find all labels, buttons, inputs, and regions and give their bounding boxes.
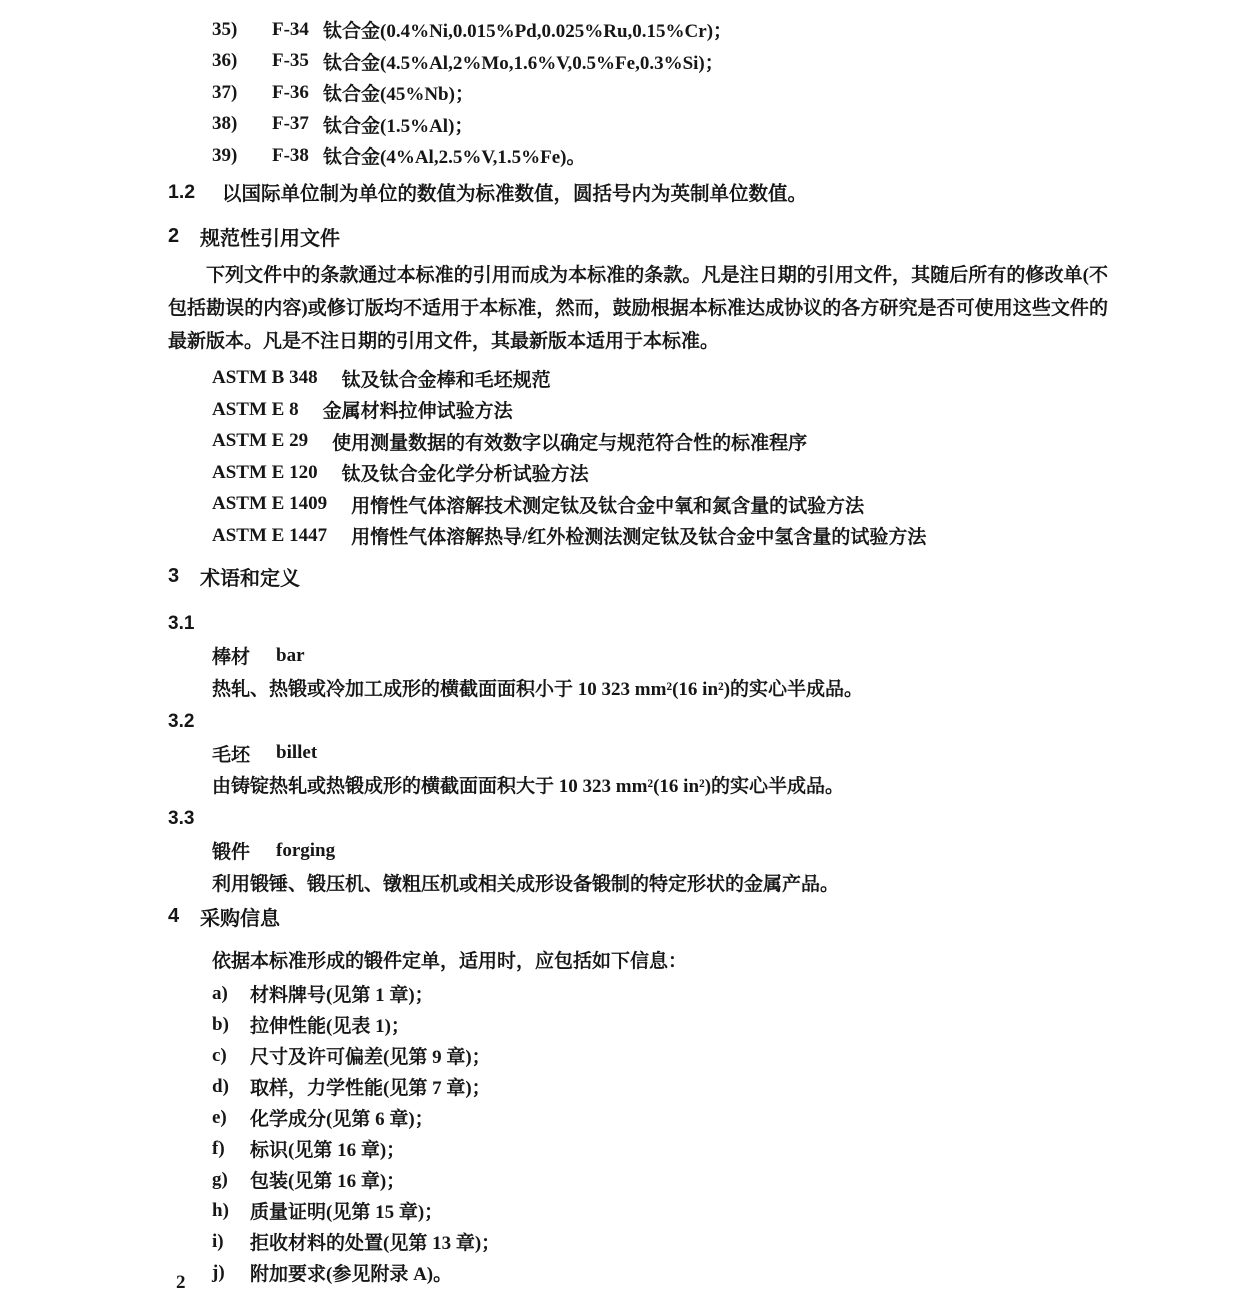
normative-references-paragraph: 下列文件中的条款通过本标准的引用而成为本标准的条款。凡是注日期的引用文件，其随后所有的修改单(不包括勘误的内容)或修订版均不适用于本标准，然而，鼓励根据本标准达成协议的各方研究是否可使用这些文件的最新版本。凡是不注日期的引用文件，其最新版本适用于本标准。 xyxy=(168,264,1108,352)
reference-code: ASTM E 1447 xyxy=(212,524,328,546)
list-item xyxy=(212,978,1108,1009)
reference-item xyxy=(212,457,1108,489)
reference-item xyxy=(212,363,1108,395)
reference-code: ASTM E 8 xyxy=(212,398,299,420)
alloy-description: 钛合金(0.4%Ni,0.015%Pd,0.025%Ru,0.15%Cr)； xyxy=(323,21,733,43)
reference-item xyxy=(212,489,1108,521)
item-label: i) xyxy=(212,1230,224,1252)
list-item xyxy=(168,77,1108,109)
section-title: 规范性引用文件 xyxy=(200,227,340,250)
term-item xyxy=(168,804,1108,899)
term-name-en: forging xyxy=(276,839,336,861)
reference-code: ASTM E 120 xyxy=(212,461,318,483)
item-text: 拉伸性能(见表 1)； xyxy=(250,1016,410,1037)
reference-title: 使用测量数据的有效数字以确定与规范符合性的标准程序 xyxy=(332,432,808,454)
list-item xyxy=(212,1133,1108,1164)
alloy-description: 钛合金(4%Al,2.5%V,1.5%Fe)。 xyxy=(323,147,586,169)
section-title: 术语和定义 xyxy=(200,567,300,590)
alloy-description: 钛合金(45%Nb)； xyxy=(323,84,474,106)
item-number: 36) xyxy=(212,50,238,72)
item-label: c) xyxy=(212,1044,227,1066)
term-name xyxy=(168,640,1108,672)
item-text: 尺寸及许可偏差(见第 9 章)； xyxy=(250,1047,491,1068)
list-item xyxy=(212,1257,1108,1288)
item-text: 材料牌号(见第 1 章)； xyxy=(250,985,434,1006)
item-text: 质量证明(见第 15 章)； xyxy=(250,1202,444,1223)
term-name-zh: 棒材 xyxy=(212,647,251,669)
term-item xyxy=(168,706,1108,801)
section-4-heading xyxy=(168,903,1108,930)
section-number: 3 xyxy=(168,564,180,587)
item-label: f) xyxy=(212,1137,225,1159)
reference-title: 用惰性气体溶解技术测定钛及钛合金中氧和氮含量的试验方法 xyxy=(351,495,865,517)
term-item xyxy=(168,609,1108,704)
item-text: 化学成分(见第 6 章)； xyxy=(250,1109,434,1130)
list-item xyxy=(212,1164,1108,1195)
list-item xyxy=(168,14,1108,46)
page-number: 2 xyxy=(176,1272,186,1293)
section-number: 4 xyxy=(168,905,180,927)
reference-item xyxy=(212,394,1108,426)
reference-title: 钛及钛合金棒和毛坯规范 xyxy=(341,369,551,391)
list-item xyxy=(212,1102,1108,1133)
clause-1-2 xyxy=(168,179,1108,206)
item-number: 35) xyxy=(212,18,238,40)
reference-title: 用惰性气体溶解热导/红外检测法测定钛及钛合金中氢含量的试验方法 xyxy=(351,527,927,549)
item-label: e) xyxy=(212,1106,227,1128)
alloy-grade-list xyxy=(168,14,1108,172)
clause-number: 1.2 xyxy=(168,180,196,203)
grade-code: F-36 xyxy=(272,81,309,103)
terms-list xyxy=(168,609,1108,899)
list-item xyxy=(168,109,1108,141)
reference-title: 金属材料拉伸试验方法 xyxy=(322,401,513,423)
section-3-heading xyxy=(168,563,1108,590)
item-text: 标识(见第 16 章)； xyxy=(250,1140,406,1161)
item-label: h) xyxy=(212,1199,229,1221)
list-item xyxy=(212,1009,1108,1040)
term-name-en: bar xyxy=(276,644,305,666)
alloy-description: 钛合金(4.5%Al,2%Mo,1.6%V,0.5%Fe,0.3%Si)； xyxy=(323,52,724,74)
item-label: g) xyxy=(212,1168,228,1190)
list-item xyxy=(212,1195,1108,1226)
purchase-intro: 依据本标准形成的锻件定单，适用时，应包括如下信息： xyxy=(212,951,688,972)
term-definition: 利用锻锤、锻压机、镦粗压机或相关成形设备锻制的特定形状的金属产品。 xyxy=(212,873,840,895)
item-number: 39) xyxy=(212,144,238,166)
item-label: d) xyxy=(212,1075,229,1097)
item-label: b) xyxy=(212,1013,229,1035)
reference-code: ASTM B 348 xyxy=(212,367,318,389)
grade-code: F-35 xyxy=(272,50,309,72)
clause-text: 以国际单位制为单位的数值为标准数值，圆括号内为英制单位数值。 xyxy=(222,183,808,205)
purchase-info-list xyxy=(168,978,1108,1288)
grade-code: F-34 xyxy=(272,18,309,40)
item-text: 取样，力学性能(见第 7 章)； xyxy=(250,1078,491,1099)
item-text: 拒收材料的处置(见第 13 章)； xyxy=(250,1233,501,1254)
item-label: a) xyxy=(212,982,228,1004)
list-item xyxy=(168,46,1108,78)
term-name-zh: 毛坯 xyxy=(212,744,251,766)
term-definition: 热轧、热锻或冷加工成形的横截面面积小于 10 323 mm²(16 in²)的实心半成品。 xyxy=(212,678,864,700)
item-number: 37) xyxy=(212,81,238,103)
list-item xyxy=(212,1040,1108,1071)
term-definition: 由铸锭热轧或热锻成形的横截面面积大于 10 323 mm²(16 in²)的实心半成品。 xyxy=(212,776,845,798)
reference-code: ASTM E 1409 xyxy=(212,493,328,515)
term-number: 3.1 xyxy=(168,613,195,635)
list-item xyxy=(212,1071,1108,1102)
term-number: 3.3 xyxy=(168,808,195,830)
reference-list xyxy=(168,363,1108,552)
reference-code: ASTM E 29 xyxy=(212,430,309,452)
reference-title: 钛及钛合金化学分析试验方法 xyxy=(341,464,589,486)
item-text: 包装(见第 16 章)； xyxy=(250,1171,406,1192)
term-number: 3.2 xyxy=(168,710,195,732)
term-name-en: billet xyxy=(276,742,318,764)
term-name-zh: 锻件 xyxy=(212,842,251,864)
grade-code: F-38 xyxy=(272,144,309,166)
term-name xyxy=(168,835,1108,867)
term-name xyxy=(168,738,1108,770)
list-item xyxy=(168,140,1108,172)
item-label: j) xyxy=(212,1261,225,1283)
reference-item xyxy=(212,426,1108,458)
section-title: 采购信息 xyxy=(200,908,280,930)
grade-code: F-37 xyxy=(272,113,309,135)
alloy-description: 钛合金(1.5%Al)； xyxy=(323,115,474,137)
item-text: 附加要求(参见附录 A)。 xyxy=(250,1264,453,1285)
section-number: 2 xyxy=(168,224,180,247)
section-2-heading xyxy=(168,223,1108,250)
list-item xyxy=(212,1226,1108,1257)
item-number: 38) xyxy=(212,113,238,135)
reference-item xyxy=(212,520,1108,552)
